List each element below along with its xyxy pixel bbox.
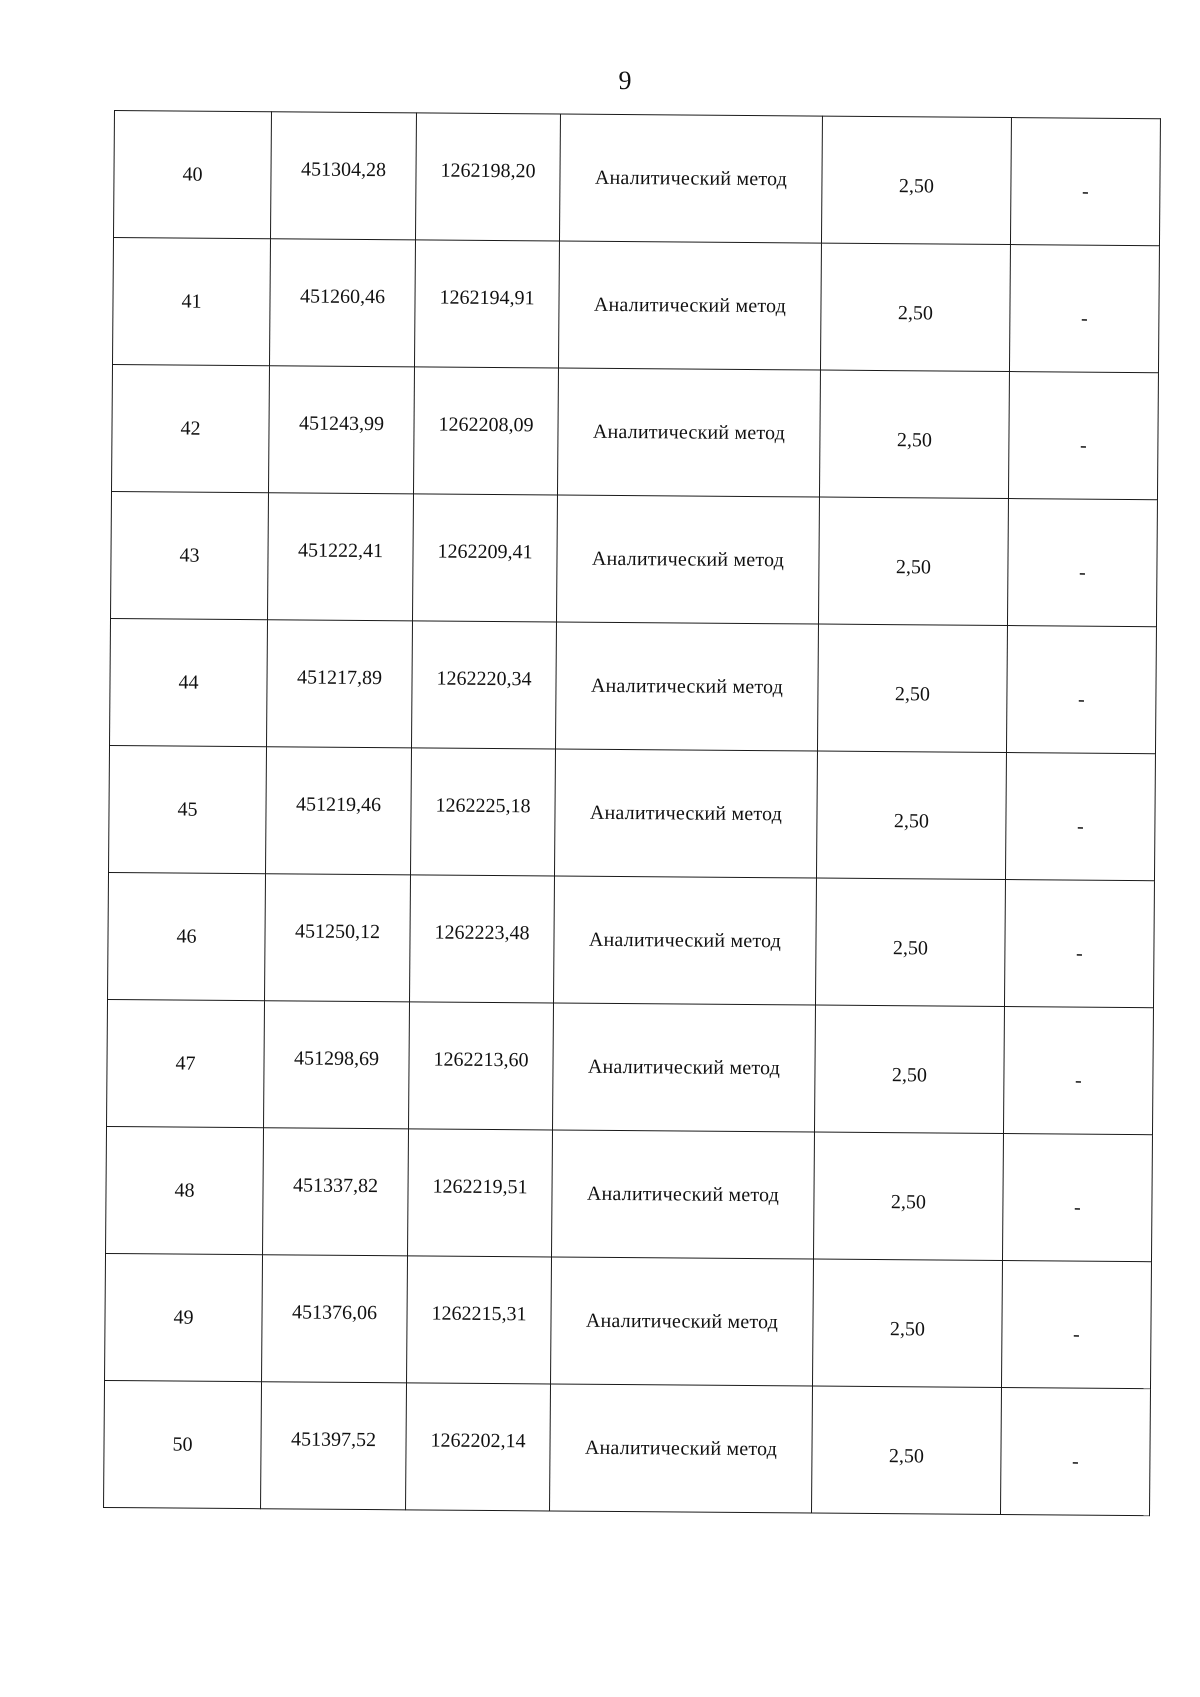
accuracy-cell-text: 2,50	[893, 809, 930, 832]
note-cell	[1000, 1388, 1150, 1516]
accuracy-cell	[812, 1386, 1002, 1514]
point-number-cell-text: 41	[181, 290, 202, 313]
x-coordinate-cell-text: 451260,46	[299, 284, 386, 308]
y-coordinate-cell-text: 1262194,91	[439, 286, 535, 309]
table-row	[107, 999, 1154, 1134]
x-coordinate-cell-text: 451298,69	[293, 1046, 380, 1070]
point-number-cell-text: 40	[182, 163, 203, 186]
point-number-cell	[113, 238, 271, 366]
point-number-cell	[106, 1126, 264, 1254]
y-coordinate-cell	[410, 875, 555, 1003]
method-cell-text: Аналитический метод	[594, 166, 788, 190]
accuracy-cell	[813, 1132, 1003, 1260]
page-number: 9	[618, 66, 632, 95]
method-cell-text: Аналитический метод	[590, 674, 784, 698]
note-cell-text: -	[1078, 561, 1086, 584]
x-coordinate-cell-text: 451217,89	[296, 665, 383, 689]
accuracy-cell-text: 2,50	[897, 301, 934, 324]
x-coordinate-cell	[265, 874, 411, 1002]
method-cell	[557, 368, 820, 497]
accuracy-cell	[820, 243, 1010, 371]
x-coordinate-cell	[268, 366, 414, 494]
point-number-cell	[105, 1253, 263, 1381]
point-number-cell-text: 46	[176, 925, 197, 948]
point-number-cell-text: 49	[173, 1306, 194, 1329]
table-row	[113, 238, 1160, 373]
table-row	[105, 1253, 1152, 1388]
y-coordinate-cell-text: 1262202,14	[430, 1429, 526, 1452]
y-coordinate-cell	[406, 1383, 551, 1511]
point-number-cell	[104, 1380, 262, 1508]
method-cell	[554, 749, 817, 878]
method-cell	[559, 114, 822, 243]
point-number-cell	[113, 111, 271, 239]
note-cell	[1001, 1261, 1151, 1389]
accuracy-cell	[814, 1005, 1004, 1133]
x-coordinate-cell-text: 451376,06	[291, 1300, 378, 1324]
y-coordinate-cell-text: 1262225,18	[435, 794, 531, 817]
x-coordinate-cell-text: 451337,82	[292, 1173, 379, 1197]
y-coordinate-cell-text: 1262198,20	[440, 159, 536, 182]
method-cell	[555, 622, 818, 751]
y-coordinate-cell-text: 1262213,60	[433, 1048, 529, 1071]
y-coordinate-cell-text: 1262215,31	[431, 1302, 527, 1325]
x-coordinate-cell	[264, 1001, 410, 1129]
point-number-cell-text: 44	[178, 671, 199, 694]
y-coordinate-cell	[414, 240, 559, 368]
y-coordinate-cell	[411, 621, 556, 749]
accuracy-cell-text: 2,50	[898, 174, 935, 197]
x-coordinate-cell	[269, 239, 415, 367]
table-row	[109, 745, 1156, 880]
x-coordinate-cell	[263, 1128, 409, 1256]
point-number-cell	[109, 745, 267, 873]
y-coordinate-cell	[408, 1129, 553, 1257]
note-cell	[1005, 753, 1155, 881]
note-cell-text: -	[1073, 1196, 1081, 1219]
y-coordinate-cell-text: 1262219,51	[432, 1175, 528, 1198]
y-coordinate-cell-text: 1262220,34	[436, 667, 532, 690]
method-cell-text: Аналитический метод	[588, 928, 782, 952]
method-cell-text: Аналитический метод	[586, 1182, 780, 1206]
method-cell	[551, 1257, 814, 1386]
accuracy-cell	[819, 370, 1009, 498]
x-coordinate-cell-text: 451250,12	[294, 919, 381, 943]
table-row	[113, 111, 1160, 246]
note-cell-text: -	[1077, 688, 1085, 711]
x-coordinate-cell	[268, 493, 414, 621]
point-number-cell	[111, 491, 269, 619]
note-cell-text: -	[1081, 180, 1089, 203]
method-cell-text: Аналитический метод	[584, 1436, 778, 1460]
table-body	[104, 111, 1161, 1516]
coordinates-table-container	[103, 110, 1154, 1516]
point-number-cell-text: 42	[180, 417, 201, 440]
x-coordinate-cell-text: 451304,28	[300, 157, 387, 181]
note-cell	[1010, 118, 1160, 246]
point-number-cell	[110, 618, 268, 746]
note-cell-text: -	[1072, 1323, 1080, 1346]
coordinates-table	[103, 110, 1161, 1516]
table-row	[111, 491, 1158, 626]
note-cell	[1009, 245, 1159, 373]
method-cell	[558, 241, 821, 370]
y-coordinate-cell-text: 1262209,41	[437, 540, 533, 563]
note-cell-text: -	[1071, 1450, 1079, 1473]
point-number-cell-text: 43	[179, 544, 200, 567]
table-row	[110, 618, 1157, 753]
note-cell-text: -	[1074, 1069, 1082, 1092]
x-coordinate-cell	[266, 747, 412, 875]
x-coordinate-cell-text: 451397,52	[290, 1427, 377, 1451]
accuracy-cell-text: 2,50	[894, 682, 931, 705]
table-row	[104, 1380, 1151, 1515]
x-coordinate-cell	[270, 112, 416, 240]
accuracy-cell-text: 2,50	[888, 1444, 925, 1467]
accuracy-cell	[817, 624, 1007, 752]
accuracy-cell-text: 2,50	[892, 936, 929, 959]
method-cell-text: Аналитический метод	[593, 293, 787, 317]
accuracy-cell	[818, 497, 1008, 625]
accuracy-cell-text: 2,50	[896, 428, 933, 451]
note-cell	[1008, 372, 1158, 500]
table-row	[106, 1126, 1153, 1261]
accuracy-cell	[821, 116, 1011, 244]
point-number-cell-text: 47	[175, 1052, 196, 1075]
point-number-cell	[108, 872, 266, 1000]
note-cell	[1006, 626, 1156, 754]
note-cell	[1004, 880, 1154, 1008]
y-coordinate-cell	[407, 1256, 552, 1384]
point-number-cell-text: 45	[177, 798, 198, 821]
point-number-cell	[107, 999, 265, 1127]
accuracy-cell	[815, 878, 1005, 1006]
accuracy-cell-text: 2,50	[891, 1063, 928, 1086]
y-coordinate-cell-text: 1262223,48	[434, 921, 530, 944]
note-cell	[1003, 1007, 1153, 1135]
note-cell	[1007, 499, 1157, 627]
x-coordinate-cell	[267, 620, 413, 748]
note-cell-text: -	[1080, 307, 1088, 330]
y-coordinate-cell	[413, 367, 558, 495]
y-coordinate-cell	[409, 1002, 554, 1130]
point-number-cell-text: 48	[174, 1179, 195, 1202]
accuracy-cell-text: 2,50	[895, 555, 932, 578]
y-coordinate-cell-text: 1262208,09	[438, 413, 534, 436]
method-cell	[552, 1130, 815, 1259]
y-coordinate-cell	[412, 494, 557, 622]
method-cell	[553, 1003, 816, 1132]
x-coordinate-cell	[261, 1382, 407, 1510]
table-row	[112, 364, 1159, 499]
accuracy-cell	[816, 751, 1006, 879]
note-cell	[1002, 1134, 1152, 1262]
point-number-cell-text: 50	[172, 1433, 193, 1456]
y-coordinate-cell	[415, 113, 560, 241]
method-cell	[554, 876, 817, 1005]
accuracy-cell-text: 2,50	[890, 1190, 927, 1213]
method-cell-text: Аналитический метод	[589, 801, 783, 825]
x-coordinate-cell-text: 451243,99	[298, 411, 385, 435]
accuracy-cell-text: 2,50	[889, 1317, 926, 1340]
x-coordinate-cell-text: 451219,46	[295, 792, 382, 816]
method-cell-text: Аналитический метод	[591, 547, 785, 571]
method-cell-text: Аналитический метод	[585, 1309, 779, 1333]
y-coordinate-cell	[411, 748, 556, 876]
note-cell-text: -	[1075, 942, 1083, 965]
accuracy-cell	[812, 1259, 1002, 1387]
method-cell	[556, 495, 819, 624]
point-number-cell	[112, 364, 270, 492]
note-cell-text: -	[1076, 815, 1084, 838]
x-coordinate-cell-text: 451222,41	[297, 538, 384, 562]
method-cell-text: Аналитический метод	[587, 1055, 781, 1079]
method-cell-text: Аналитический метод	[592, 420, 786, 444]
x-coordinate-cell	[262, 1255, 408, 1383]
table-row	[108, 872, 1155, 1007]
note-cell-text: -	[1079, 434, 1087, 457]
method-cell	[550, 1384, 813, 1513]
